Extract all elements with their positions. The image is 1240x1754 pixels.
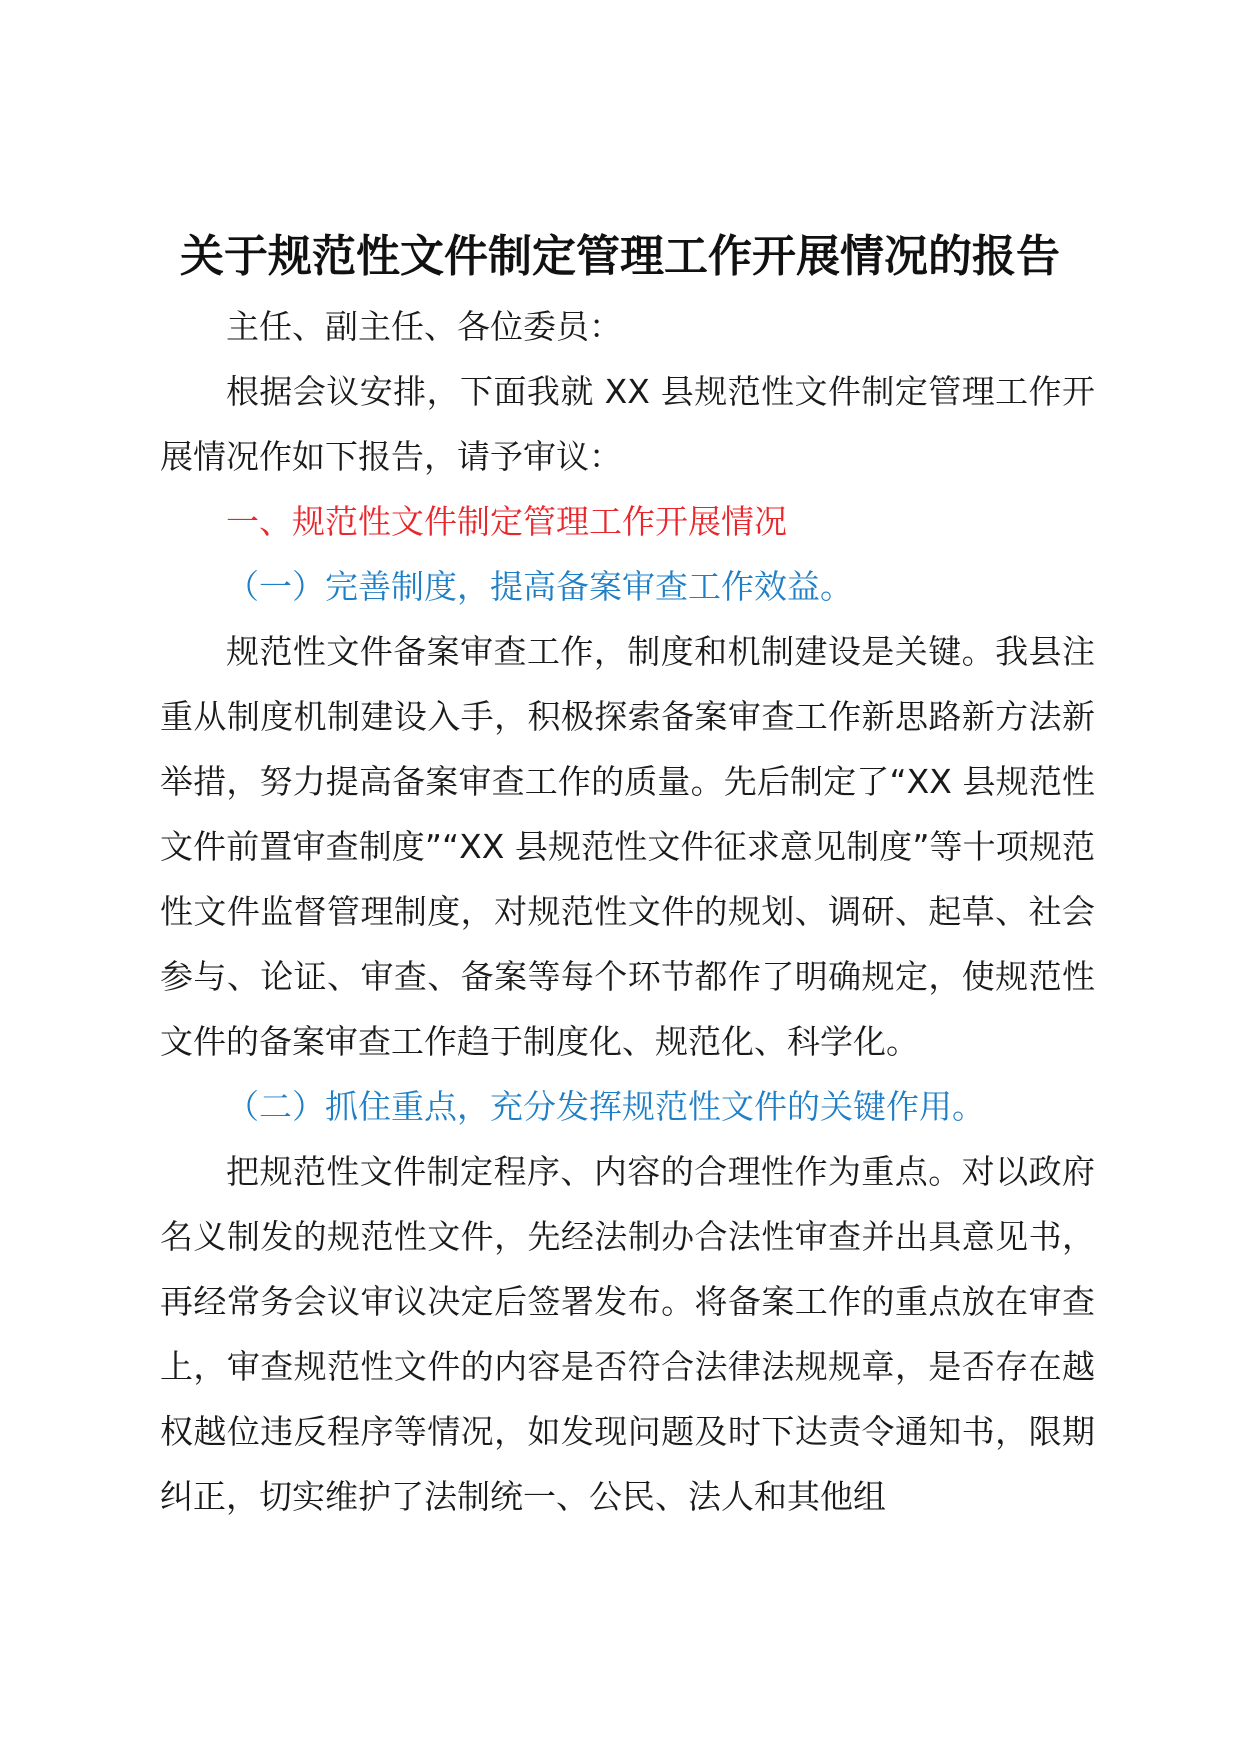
intro-paragraph: 根据会议安排，下面我就 XX 县规范性文件制定管理工作开展情况作如下报告，请予审议： bbox=[160, 372, 1095, 476]
document-title: 关于规范性文件制定管理工作开展情况的报告 bbox=[180, 231, 1060, 283]
subsection-2-heading: （二）抓住重点，充分发挥规范性文件的关键作用。 bbox=[226, 1087, 985, 1126]
subsection-1-heading: （一）完善制度，提高备案审查工作效益。 bbox=[226, 567, 853, 606]
section-1-heading: 一、规范性文件制定管理工作开展情况 bbox=[226, 502, 787, 541]
salutation: 主任、副主任、各位委员： bbox=[226, 307, 622, 346]
subsection-1-paragraph: 规范性文件备案审查工作，制度和机制建设是关键。我县注重从制度机制建设入手，积极探索备案审查工作新思路新方法新举措，努力提高备案审查工作的质量。先后制定了“XX 县规范性文件前置审查制度”“XX 县规范性文件征求意见制度”等十项规范性文件监督管理制度，对规范性文件的规划、调研、起草、社会参与、论证、审查、备案等每个环节都作了明确规定，使规范性文件的备案审查工作趋于制度化、规范化、科学化。 bbox=[160, 632, 1095, 1061]
subsection-2-paragraph: 把规范性文件制定程序、内容的合理性作为重点。对以政府名义制发的规范性文件，先经法制办合法性审查并出具意见书，再经常务会议审议决定后签署发布。将备案工作的重点放在审查上，审查规范性文件的内容是否符合法律法规规章，是否存在越权越位违反程序等情况，如发现问题及时下达责令通知书，限期纠正，切实维护了法制统一、公民、法人和其他组 bbox=[160, 1152, 1095, 1516]
document-body bbox=[160, 294, 1095, 1529]
